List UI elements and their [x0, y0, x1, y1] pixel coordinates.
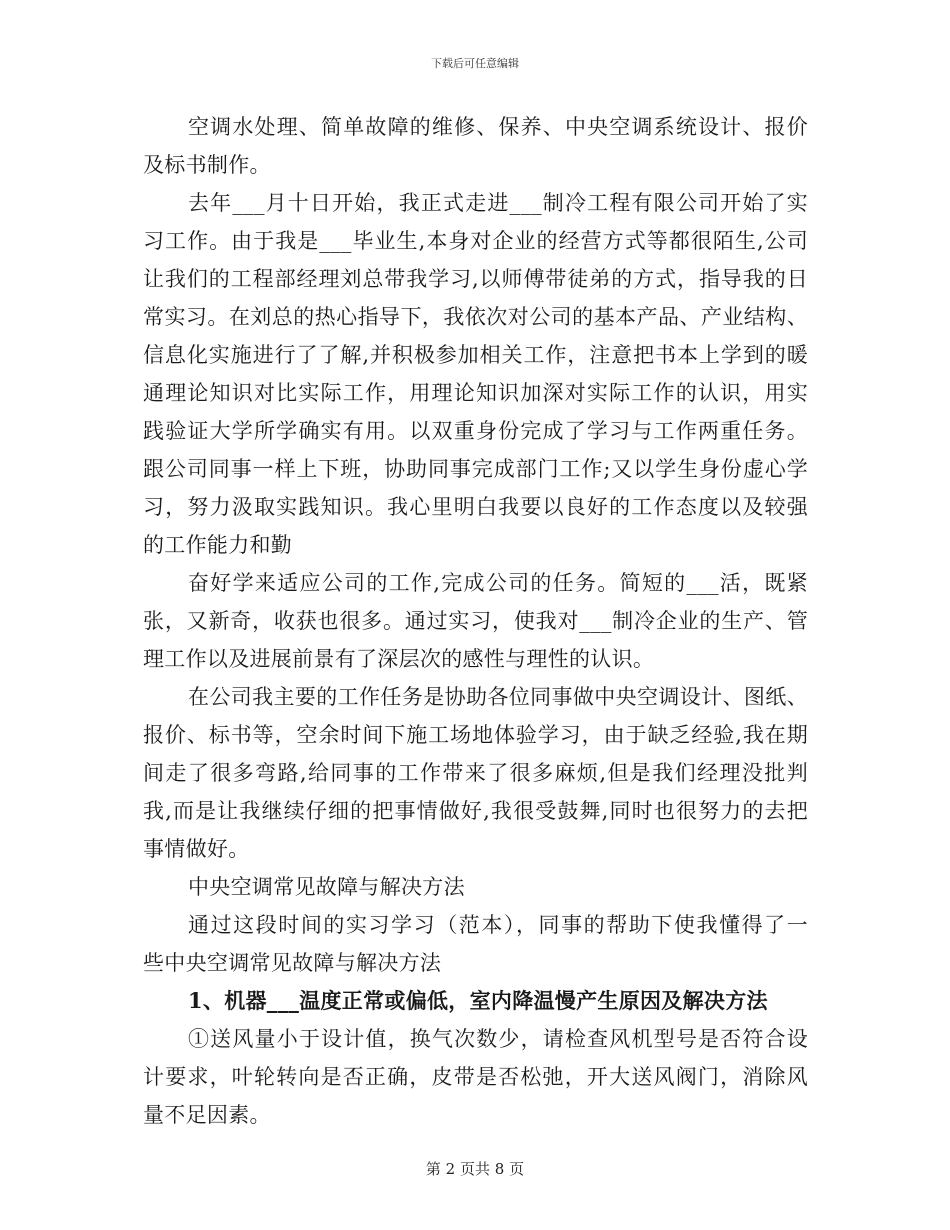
text-line: 间走了很多弯路,给同事的工作带来了很多麻烦,但是我们经理没批判 — [143, 761, 808, 785]
text-line: 去年___月十日开始，我正式走进___制冷工程有限公司开始了实 — [188, 191, 808, 215]
document-body — [143, 108, 808, 1134]
text-line: 通理论知识对比实际工作，用理论知识加深对实际工作的认识，用实 — [143, 381, 808, 405]
text-line: 习工作。由于我是___毕业生,本身对企业的经营方式等都很陌生,公司 — [143, 229, 808, 253]
text-line: 张，又新奇，收获也很多。通过实习，使我对___制冷企业的生产、管 — [143, 609, 808, 633]
text-line: 及标书制作。 — [143, 153, 271, 177]
text-line: 空调水处理、简单故障的维修、保养、中央空调系统设计、报价 — [188, 115, 808, 139]
text-line: 我,而是让我继续仔细的把事情做好,我很受鼓舞,同时也很努力的去把 — [143, 799, 808, 823]
text-line: 计要求，叶轮转向是否正确，皮带是否松弛，开大送风阀门，消除风 — [143, 1065, 808, 1089]
text-line: 通过这段时间的实习学习（范本），同事的帮助下使我懂得了一 — [188, 913, 808, 937]
text-line: 在公司我主要的工作任务是协助各位同事做中央空调设计、图纸、 — [188, 685, 808, 709]
text-line: 常实习。在刘总的热心指导下，我依次对公司的基本产品、产业结构、 — [143, 305, 808, 329]
section-heading: 中央空调常见故障与解决方法 — [188, 875, 465, 899]
page-header: 下载后可任意编辑 — [431, 57, 519, 70]
text-line: 习，努力汲取实践知识。我心里明白我要以良好的工作态度以及较强 — [143, 495, 808, 519]
text-line: 报价、标书等，空余时间下施工场地体验学习，由于缺乏经验,我在期 — [143, 723, 808, 747]
text-line: 信息化实施进行了了解,并积极参加相关工作，注意把书本上学到的暖 — [143, 343, 808, 367]
text-line: 跟公司同事一样上下班，协助同事完成部门工作;又以学生身份虚心学 — [143, 457, 808, 481]
text-line: 些中央空调常见故障与解决方法 — [143, 951, 442, 975]
page-footer: 第 2 页共 8 页 — [425, 1160, 525, 1178]
text-line: 事情做好。 — [143, 837, 250, 861]
text-line: ①送风量小于设计值，换气次数少，请检查风机型号是否符合设 — [188, 1027, 808, 1051]
text-line: 践验证大学所学确实有用。以双重身份完成了学习与工作两重任务。 — [143, 419, 808, 443]
text-line: 奋好学来适应公司的工作,完成公司的任务。简短的___活，既紧 — [188, 571, 808, 595]
bold-heading: 1、机器___温度正常或偏低，室内降温慢产生原因及解决方法 — [188, 988, 768, 1013]
text-line: 让我们的工程部经理刘总带我学习,以师傅带徒弟的方式，指导我的日 — [143, 267, 808, 291]
text-line: 理工作以及进展前景有了深层次的感性与理性的认识。 — [143, 647, 655, 671]
text-line: 的工作能力和勤 — [143, 533, 293, 557]
text-line: 量不足因素。 — [143, 1103, 271, 1127]
